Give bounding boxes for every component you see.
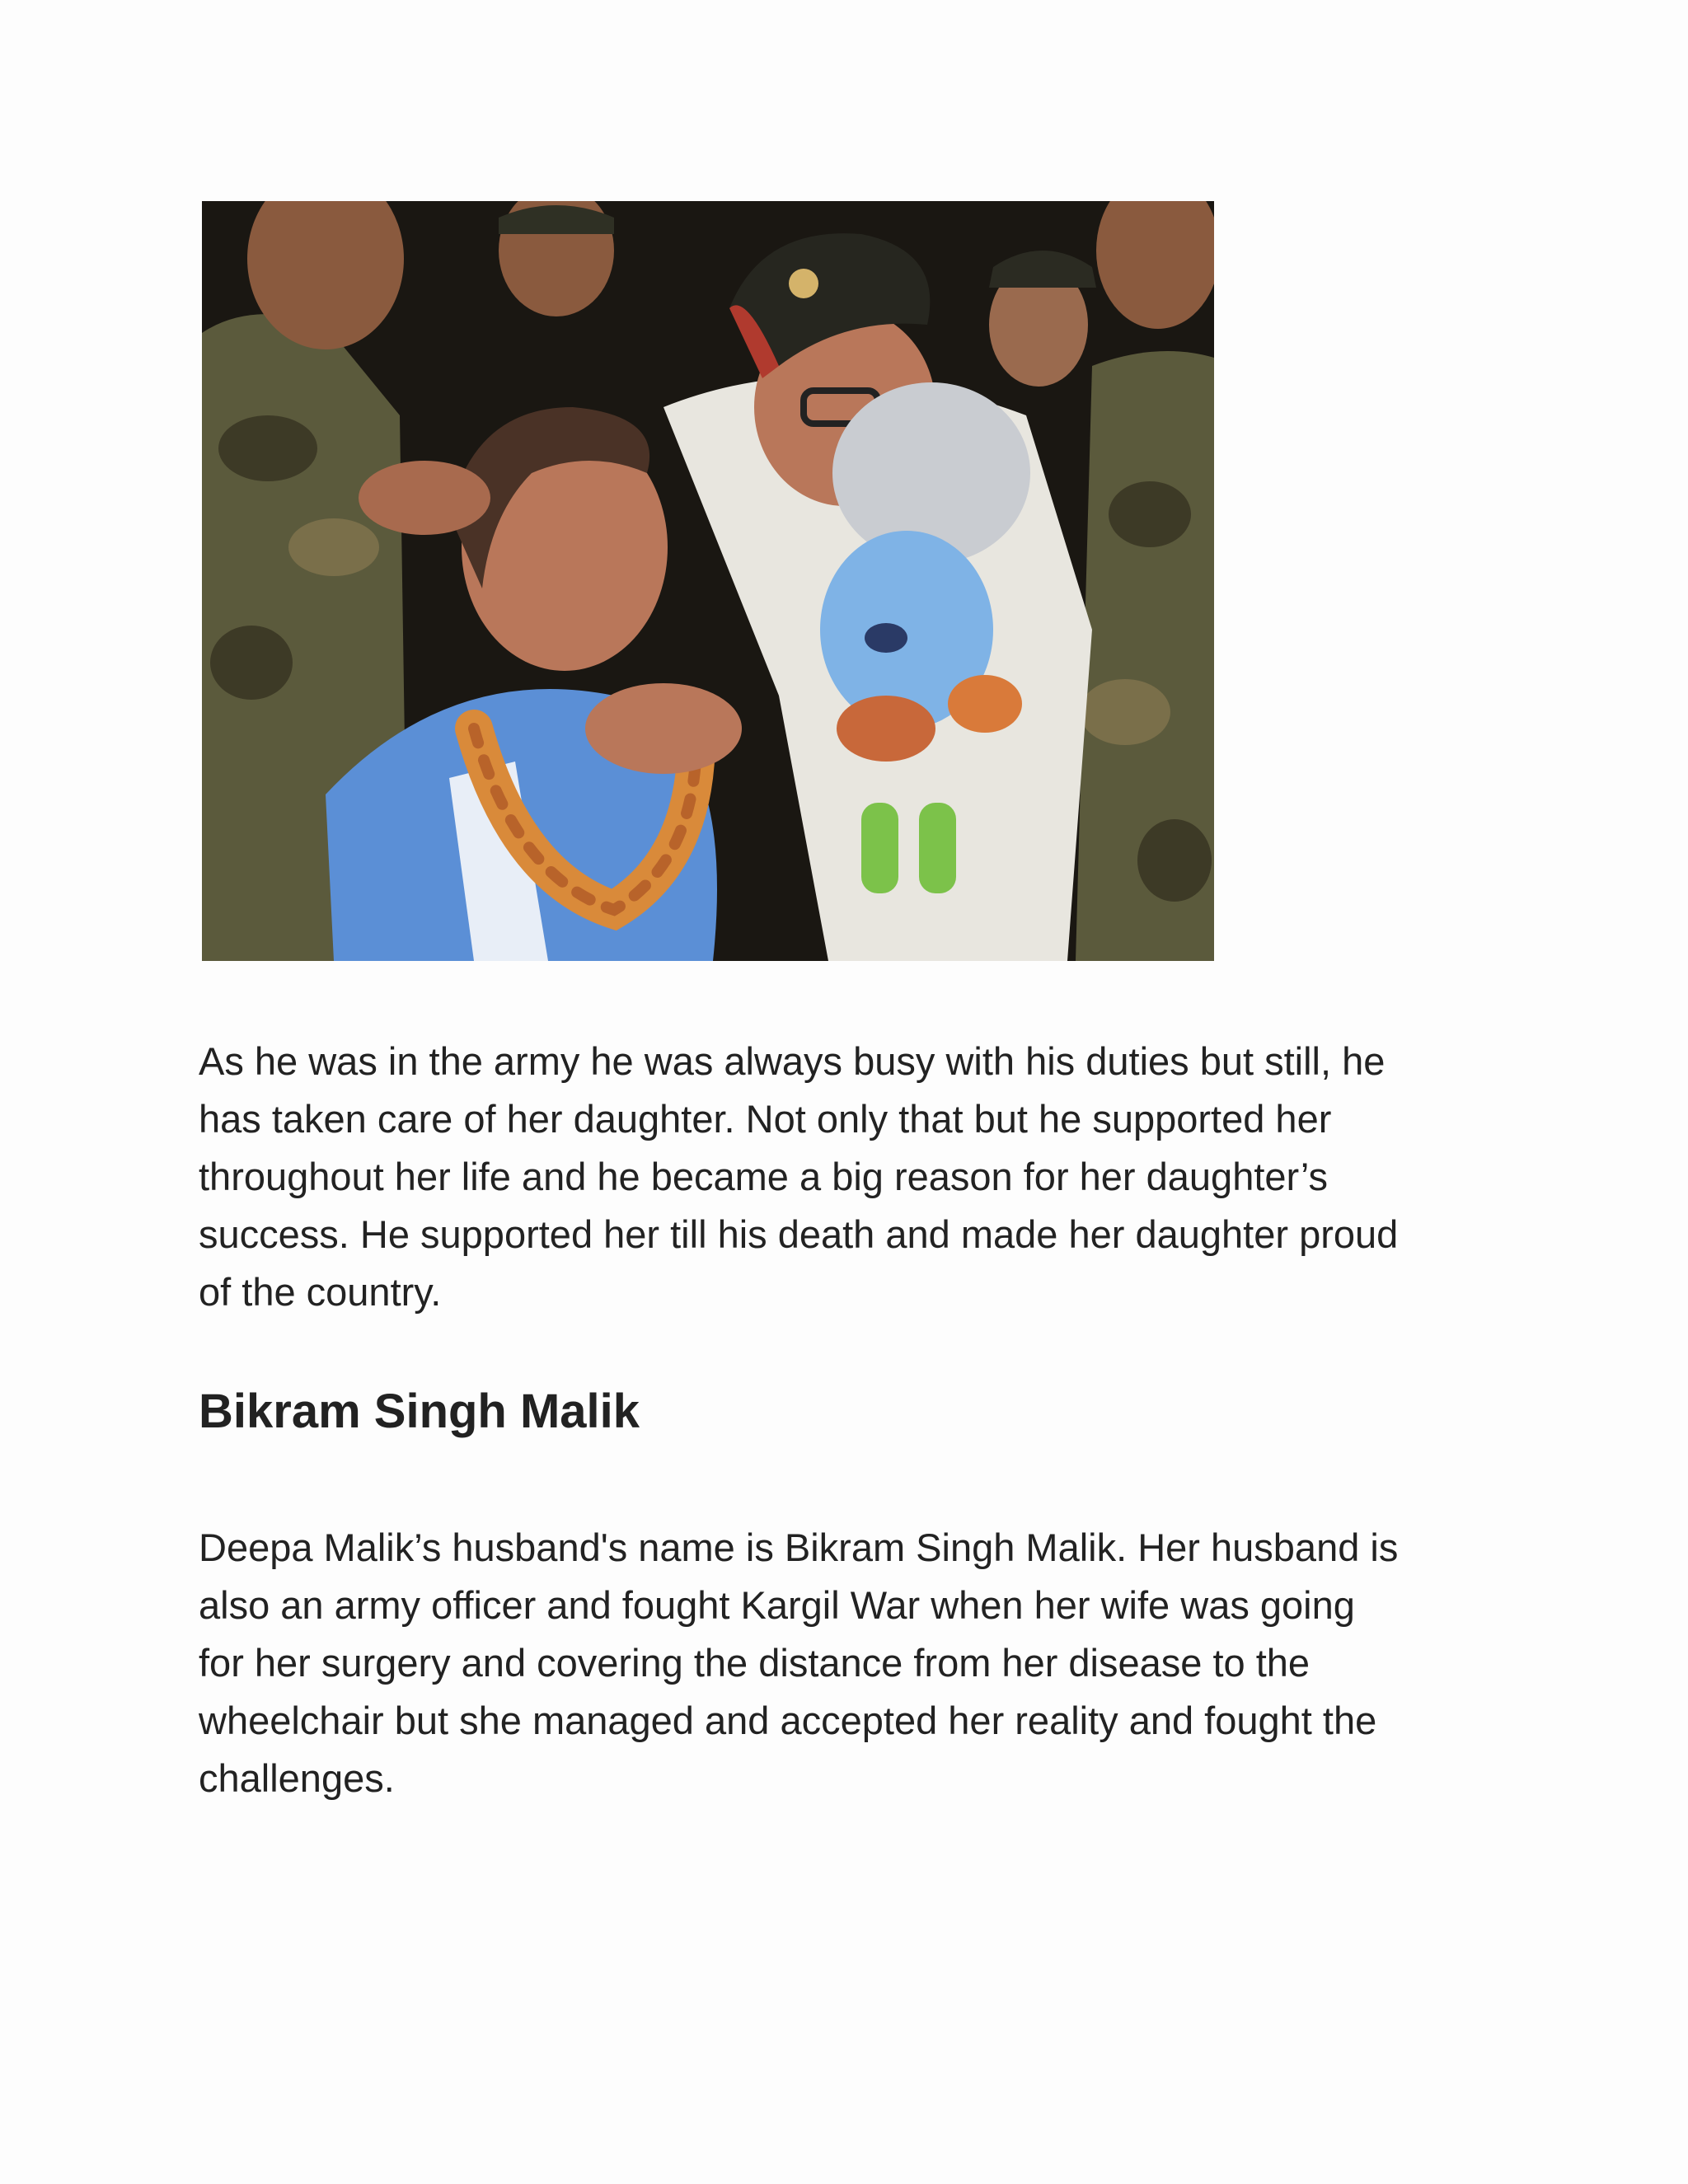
paragraph-line: also an army officer and fought Kargil War when her wife was going [199,1583,1355,1627]
paragraph-line: challenges. [199,1756,395,1800]
article-photo [202,201,1214,961]
paragraph-husband [199,1519,1501,1807]
paragraph-line: Deepa Malik’s husband's name is Bikram Singh Malik. Her husband is [199,1526,1399,1569]
paragraph-father [199,1033,1501,1321]
paragraph-line: As he was in the army he was always busy with his duties but still, he [199,1039,1386,1083]
photo-illustration [202,201,1214,961]
paragraph-line: for her surgery and covering the distance from her disease to the [199,1641,1311,1685]
paragraph-line: wheelchair but she managed and accepted her reality and fought the [199,1699,1377,1742]
paragraph-line: of the country. [199,1270,442,1314]
paragraph-line: success. He supported her till his death and made her daughter proud [199,1212,1399,1256]
paragraph-line: throughout her life and he became a big reason for her daughter’s [199,1155,1329,1198]
paragraph-line: has taken care of her daughter. Not only that but he supported her [199,1097,1332,1141]
section-heading: Bikram Singh Malik [199,1385,640,1438]
